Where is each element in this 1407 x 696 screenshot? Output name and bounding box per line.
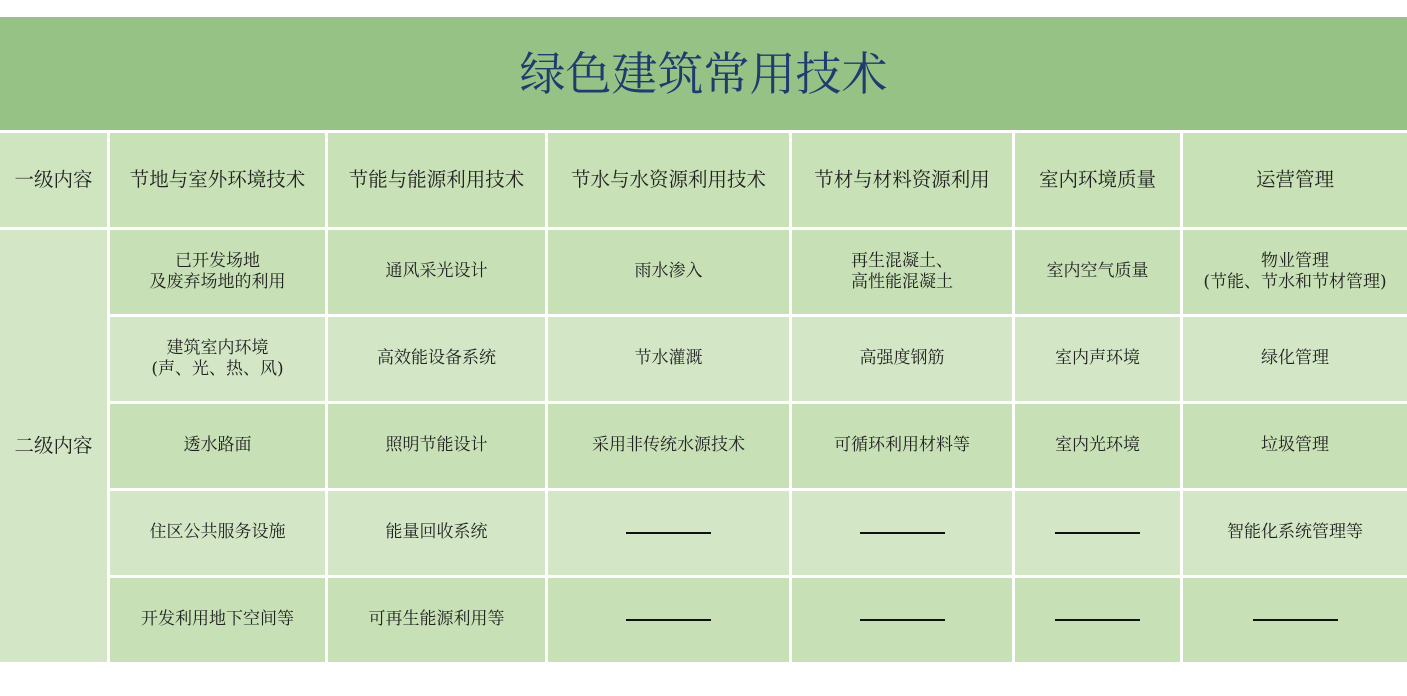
table-cell: 智能化系统管理等: [1183, 491, 1407, 575]
table-cell: 再生混凝土、 高性能混凝土: [792, 230, 1012, 314]
header-cell-indoor: 室内环境质量: [1015, 133, 1180, 227]
table-cell: 室内声环境: [1015, 317, 1180, 401]
empty-dash: [626, 619, 711, 621]
table-cell-empty: [792, 491, 1012, 575]
header-cell-energy: 节能与能源利用技术: [328, 133, 545, 227]
table-cell-empty: [1015, 491, 1180, 575]
page-title: 绿色建筑常用技术: [519, 46, 888, 101]
table-cell: 采用非传统水源技术: [548, 404, 789, 488]
table-cell: 垃圾管理: [1183, 404, 1407, 488]
empty-dash: [860, 532, 945, 534]
table-cell: 透水路面: [110, 404, 325, 488]
empty-dash: [1253, 619, 1338, 621]
header-cell-material: 节材与材料资源利用: [792, 133, 1012, 227]
table-cell-empty: [548, 578, 789, 662]
table-cell-empty: [792, 578, 1012, 662]
row-group-label-level2: 二级内容: [0, 230, 107, 662]
table-cell: 节水灌溉: [548, 317, 789, 401]
table-cell: 已开发场地 及废弃场地的利用: [110, 230, 325, 314]
table-cell: 开发利用地下空间等: [110, 578, 325, 662]
table-cell: 照明节能设计: [328, 404, 545, 488]
table-cell: 高效能设备系统: [328, 317, 545, 401]
header-cell-level1: 一级内容: [0, 133, 107, 227]
table-cell: 雨水渗入: [548, 230, 789, 314]
table-cell-empty: [1183, 578, 1407, 662]
table-cell-empty: [548, 491, 789, 575]
table-cell: 绿化管理: [1183, 317, 1407, 401]
empty-dash: [1055, 532, 1140, 534]
header-cell-operation: 运营管理: [1183, 133, 1407, 227]
table-cell: 可再生能源利用等: [328, 578, 545, 662]
table-cell: 可循环利用材料等: [792, 404, 1012, 488]
table-cell: 通风采光设计: [328, 230, 545, 314]
table-cell: 室内空气质量: [1015, 230, 1180, 314]
table-cell: 住区公共服务设施: [110, 491, 325, 575]
table-cell: 高强度钢筋: [792, 317, 1012, 401]
header-cell-land: 节地与室外环境技术: [110, 133, 325, 227]
empty-dash: [626, 532, 711, 534]
table-cell-empty: [1015, 578, 1180, 662]
table-cell: 室内光环境: [1015, 404, 1180, 488]
title-banner: [0, 17, 1407, 130]
empty-dash: [860, 619, 945, 621]
technology-table: [0, 133, 1407, 662]
header-cell-water: 节水与水资源利用技术: [548, 133, 789, 227]
table-cell: 建筑室内环境 (声、光、热、风): [110, 317, 325, 401]
table-cell: 能量回收系统: [328, 491, 545, 575]
table-cell: 物业管理 (节能、节水和节材管理): [1183, 230, 1407, 314]
empty-dash: [1055, 619, 1140, 621]
